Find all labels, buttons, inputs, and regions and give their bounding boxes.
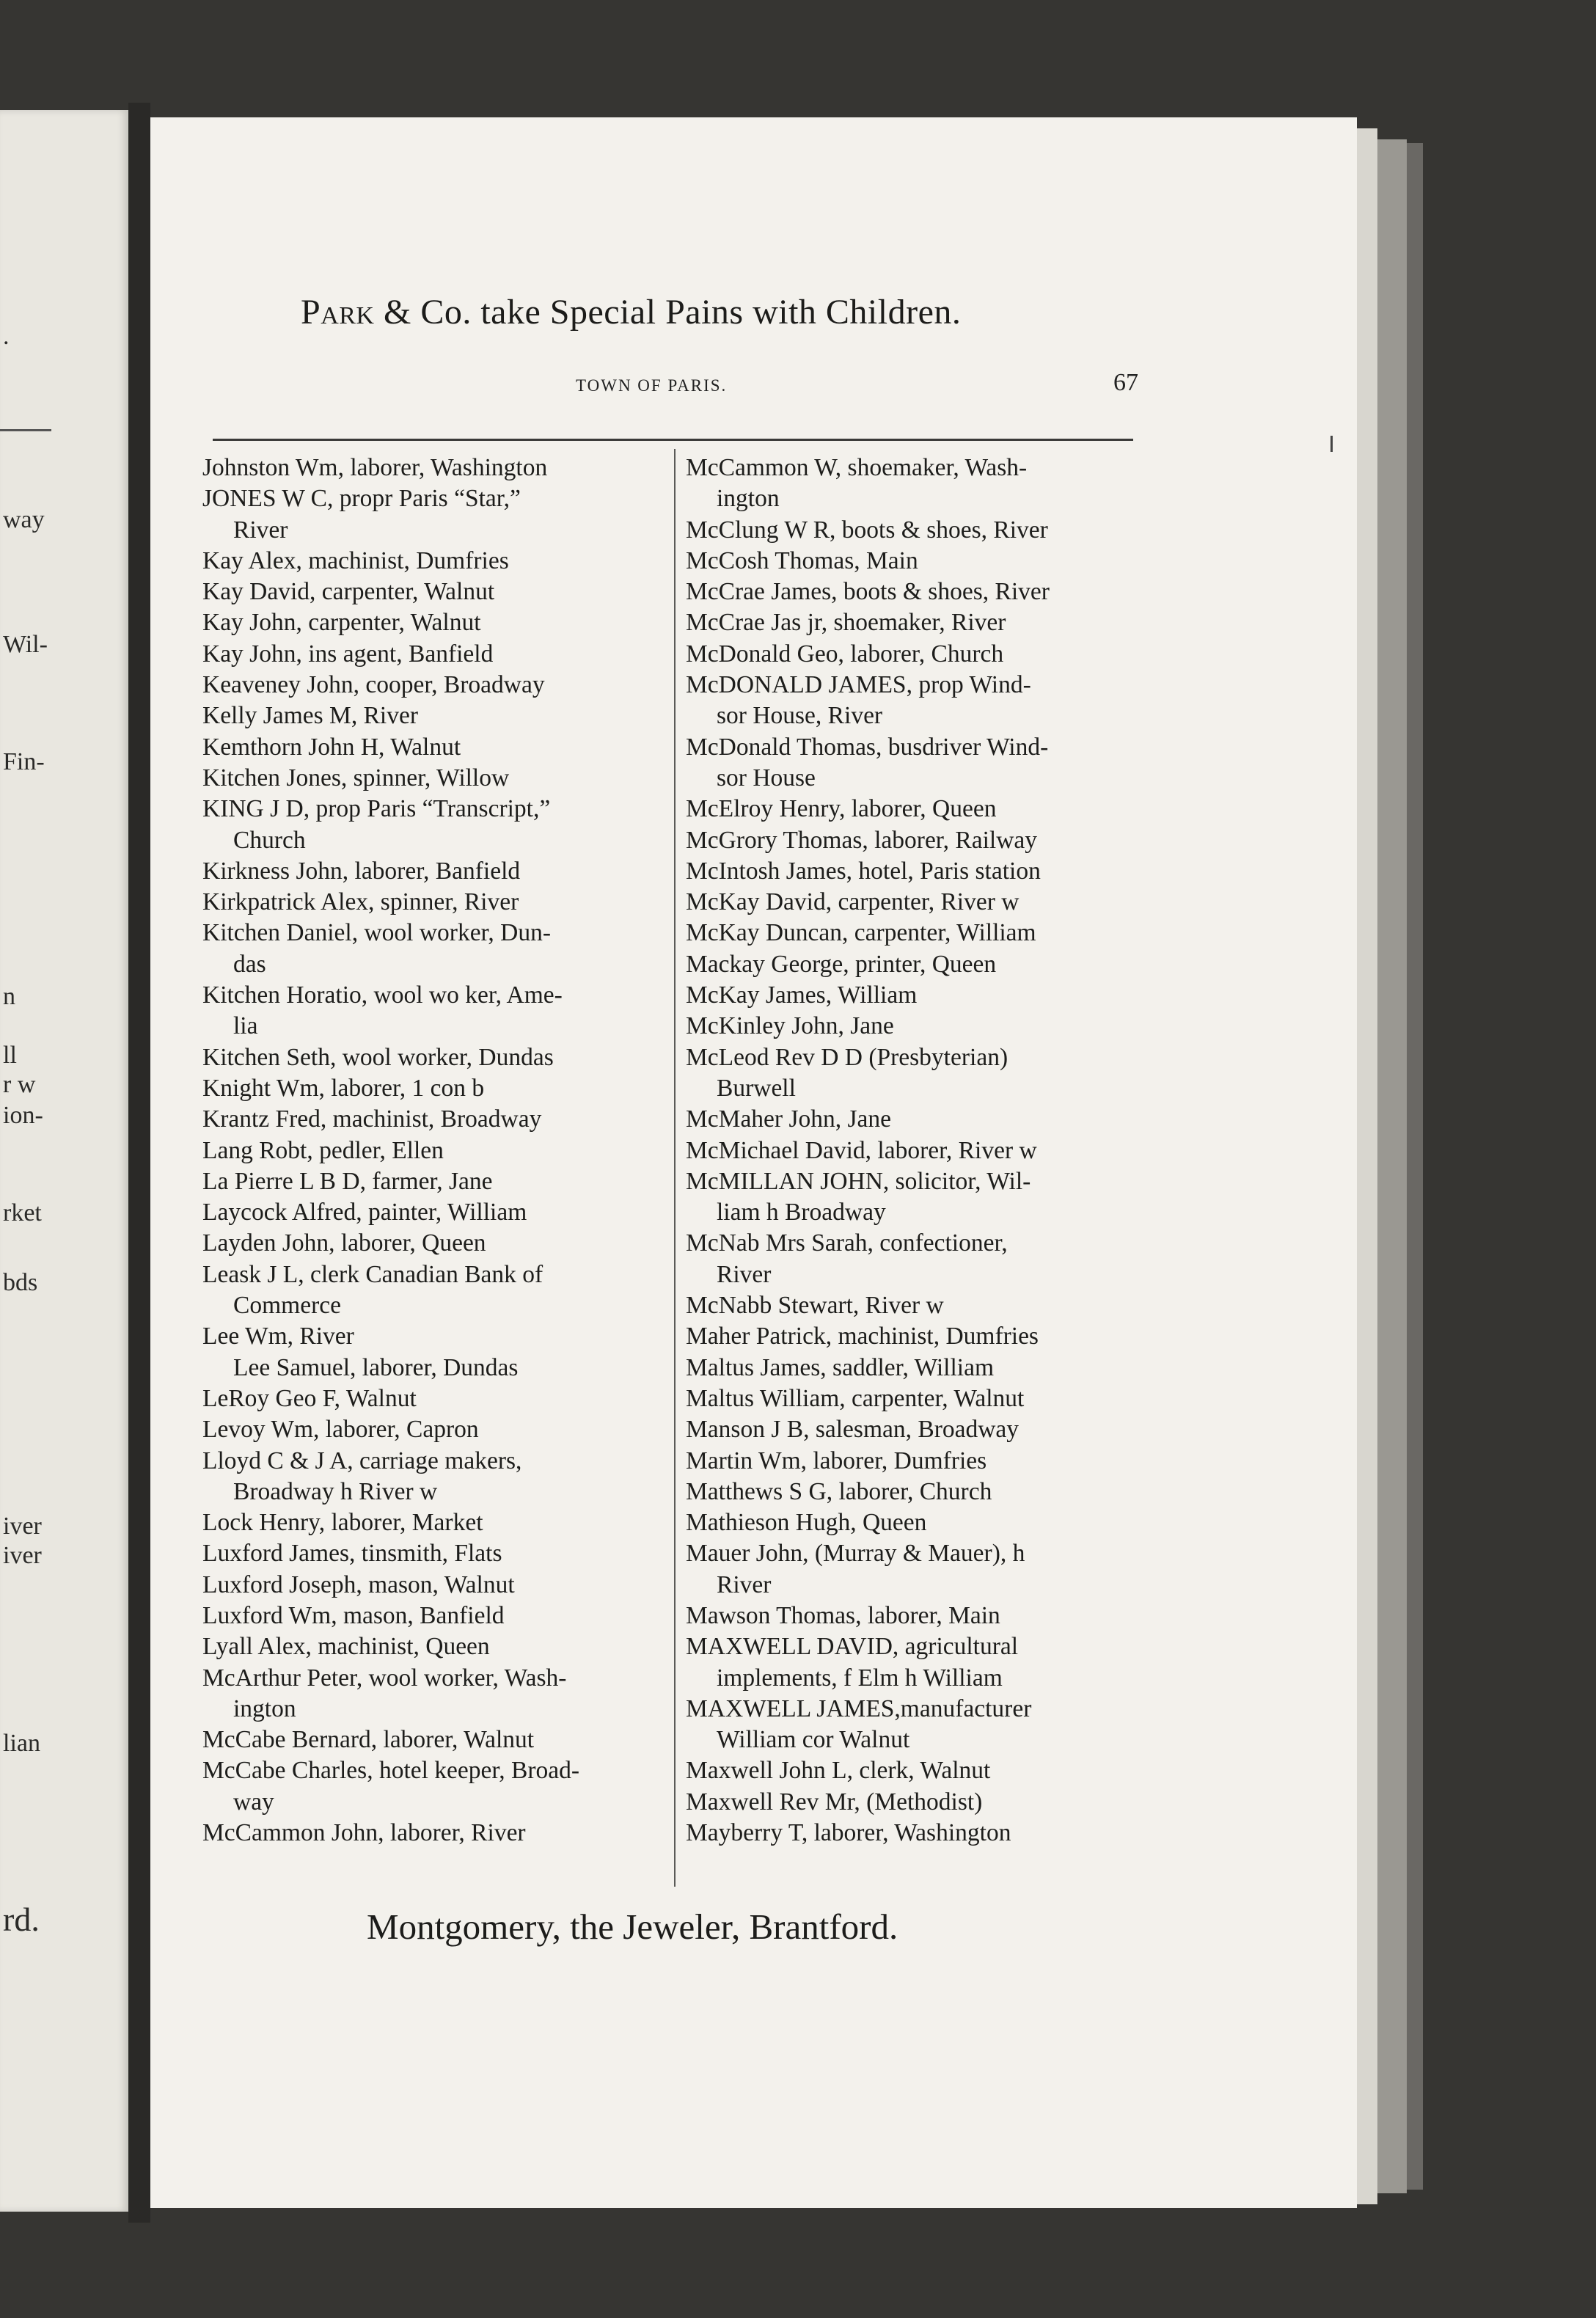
directory-entry: Leask J L, clerk Canadian Bank of — [202, 1260, 543, 1288]
directory-entry: McDonald Geo, laborer, Church — [686, 640, 1004, 668]
directory-entry: Luxford Wm, mason, Banfield — [202, 1601, 505, 1629]
directory-entry: Martin Wm, laborer, Dumfries — [686, 1447, 987, 1474]
prev-page-fragment: iver — [3, 1513, 42, 1540]
directory-entry: McCammon John, laborer, River — [202, 1819, 526, 1847]
header-advertisement — [301, 292, 1064, 332]
entry-continuation: Broadway h River w — [233, 1477, 438, 1505]
directory-entry: McMichael David, laborer, River w — [686, 1136, 1037, 1164]
advertisement-text: & Co. take Special Pains with Children. — [374, 293, 962, 332]
directory-entry: McCrae Jas jr, shoemaker, River — [686, 609, 1006, 637]
directory-entry: KING J D, prop Paris “Transcript,” — [202, 795, 551, 823]
directory-entry: Kitchen Daniel, wool worker, Dun- — [202, 919, 551, 947]
entry-continuation: River — [233, 516, 288, 544]
directory-entry: Kay David, carpenter, Walnut — [202, 578, 495, 606]
page-edge — [1407, 143, 1423, 2190]
advertiser-name: Park — [301, 293, 375, 332]
directory-entry: McGrory Thomas, laborer, Railway — [686, 826, 1038, 854]
entry-continuation: Commerce — [233, 1292, 341, 1320]
directory-entry: McKay David, carpenter, River w — [686, 888, 1020, 916]
directory-entry: Matthews S G, laborer, Church — [686, 1477, 992, 1505]
directory-entry: Mackay George, printer, Queen — [686, 950, 997, 978]
header-rule — [213, 439, 1133, 441]
directory-entry: Kitchen Jones, spinner, Willow — [202, 764, 510, 791]
directory-entry: Mawson Thomas, laborer, Main — [686, 1601, 1000, 1629]
directory-entry: Kitchen Seth, wool worker, Dundas — [202, 1043, 554, 1071]
prev-page-fragment: rket — [3, 1199, 42, 1226]
margin-mark — [1330, 436, 1333, 452]
prev-page-rule — [0, 429, 51, 431]
directory-entry: Luxford James, tinsmith, Flats — [202, 1540, 502, 1568]
prev-page-fragment: way — [3, 506, 45, 533]
entry-continuation: das — [233, 950, 266, 978]
directory-entry: Lloyd C & J A, carriage makers, — [202, 1447, 522, 1474]
directory-entry: Laycock Alfred, painter, William — [202, 1199, 527, 1226]
directory-entry: Maxwell John L, clerk, Walnut — [686, 1757, 991, 1785]
directory-entry: Keaveney John, cooper, Broadway — [202, 671, 545, 699]
directory-entry: Kirkpatrick Alex, spinner, River — [202, 888, 519, 916]
directory-entry: McMaher John, Jane — [686, 1105, 892, 1133]
directory-entry: Mauer John, (Murray & Mauer), h — [686, 1540, 1025, 1568]
directory-entry: Kitchen Horatio, wool wo ker, Ame- — [202, 981, 563, 1009]
directory-entry: Kay Alex, machinist, Dumfries — [202, 546, 509, 574]
page-edge — [1357, 128, 1377, 2204]
left-column — [202, 453, 672, 1849]
directory-entry: Lee Wm, River — [202, 1323, 354, 1350]
footer-advertisement: Montgomery, the Jeweler, Brantford. — [367, 1906, 898, 1947]
directory-entry: Layden John, laborer, Queen — [202, 1229, 486, 1257]
directory-entry: Kelly James M, River — [202, 702, 419, 730]
directory-entry: Mayberry T, laborer, Washington — [686, 1819, 1011, 1847]
prev-page-fragment: r w — [3, 1071, 36, 1098]
entry-continuation: River — [717, 1571, 772, 1598]
directory-entry: Maltus James, saddler, William — [686, 1353, 995, 1381]
directory-entry: Kay John, carpenter, Walnut — [202, 609, 481, 637]
directory-entry: McKay Duncan, carpenter, William — [686, 919, 1036, 947]
directory-entry: McElroy Henry, laborer, Queen — [686, 795, 997, 823]
directory-entry: Johnston Wm, laborer, Washington — [202, 454, 548, 481]
running-head: TOWN OF PARIS. — [576, 376, 728, 395]
directory-entry: Maxwell Rev Mr, (Methodist) — [686, 1788, 983, 1816]
right-column — [686, 453, 1148, 1849]
entry-continuation: ington — [233, 1694, 296, 1722]
directory-entry: Levoy Wm, laborer, Capron — [202, 1416, 479, 1444]
directory-entry: McDONALD JAMES, prop Wind- — [686, 671, 1031, 699]
directory-entry: Lang Robt, pedler, Ellen — [202, 1136, 444, 1164]
entry-continuation: sor House — [717, 764, 816, 791]
directory-entry: JONES W C, propr Paris “Star,” — [202, 485, 521, 513]
directory-entry: McDonald Thomas, busdriver Wind- — [686, 733, 1049, 761]
entry-continuation: implements, f Elm h William — [717, 1664, 1003, 1692]
directory-entry: McCosh Thomas, Main — [686, 546, 918, 574]
directory-entry: McCammon W, shoemaker, Wash- — [686, 454, 1028, 481]
page-number: 67 — [1113, 369, 1138, 396]
directory-entry: McLeod Rev D D (Presbyterian) — [686, 1043, 1009, 1071]
entry-continuation: ington — [717, 485, 780, 513]
directory-entry: Kay John, ins agent, Banfield — [202, 640, 494, 668]
entry-continuation: liam h Broadway — [717, 1199, 886, 1226]
directory-entry: McNabb Stewart, River w — [686, 1292, 944, 1320]
entry-continuation: River — [717, 1260, 772, 1288]
prev-page-fragment: ion- — [3, 1102, 43, 1129]
directory-entry: La Pierre L B D, farmer, Jane — [202, 1167, 493, 1195]
directory-entry: Lock Henry, laborer, Market — [202, 1509, 483, 1537]
prev-page-fragment: ll — [3, 1042, 17, 1069]
directory-entry: Kemthorn John H, Walnut — [202, 733, 461, 761]
directory-entry: LeRoy Geo F, Walnut — [202, 1384, 417, 1412]
prev-page-fragment: lian — [3, 1730, 40, 1757]
prev-page-fragment: Fin- — [3, 748, 45, 775]
directory-entry: McIntosh James, hotel, Paris station — [686, 857, 1041, 885]
directory-entry: Maher Patrick, machinist, Dumfries — [686, 1323, 1039, 1350]
directory-entry: McCabe Charles, hotel keeper, Broad- — [202, 1757, 579, 1785]
prev-page-fragment: bds — [3, 1269, 38, 1296]
entry-continuation: sor House, River — [717, 702, 883, 730]
prev-page-fragment: rd. — [3, 1901, 40, 1938]
prev-page-fragment: iver — [3, 1542, 42, 1569]
directory-entry: McMILLAN JOHN, solicitor, Wil- — [686, 1167, 1031, 1195]
directory-entry: McClung W R, boots & shoes, River — [686, 516, 1048, 544]
directory-entry: McArthur Peter, wool worker, Wash- — [202, 1664, 567, 1692]
directory-entry: Mathieson Hugh, Queen — [686, 1509, 927, 1537]
entry-continuation: William cor Walnut — [717, 1726, 910, 1754]
previous-page-edge — [0, 110, 128, 2212]
directory-entry: McCabe Bernard, laborer, Walnut — [202, 1726, 535, 1754]
directory-entry: Maltus William, carpenter, Walnut — [686, 1384, 1025, 1412]
directory-entry: Knight Wm, laborer, 1 con b — [202, 1074, 485, 1102]
directory-entry: McCrae James, boots & shoes, River — [686, 578, 1050, 606]
prev-page-fragment: Wil- — [3, 631, 48, 658]
directory-entry: McKinley John, Jane — [686, 1012, 894, 1040]
directory-entry: MAXWELL JAMES,manufacturer — [686, 1694, 1032, 1722]
directory-entry: Krantz Fred, machinist, Broadway — [202, 1105, 542, 1133]
directory-entry: Lyall Alex, machinist, Queen — [202, 1633, 490, 1661]
directory-entry: McKay James, William — [686, 981, 918, 1009]
directory-entry: McNab Mrs Sarah, confectioner, — [686, 1229, 1008, 1257]
directory-entry: Manson J B, salesman, Broadway — [686, 1416, 1020, 1444]
entry-continuation: Burwell — [717, 1074, 796, 1102]
entry-continuation: Lee Samuel, laborer, Dundas — [233, 1353, 519, 1381]
entry-continuation: Church — [233, 826, 306, 854]
prev-page-fragment: n — [3, 983, 15, 1010]
entry-continuation: lia — [233, 1012, 258, 1040]
directory-entry: MAXWELL DAVID, agricultural — [686, 1633, 1019, 1661]
column-divider — [674, 449, 676, 1887]
prev-page-fragment: . — [3, 323, 10, 350]
entry-continuation: way — [233, 1788, 274, 1816]
directory-entry: Luxford Joseph, mason, Walnut — [202, 1571, 515, 1598]
directory-entry: Kirkness John, laborer, Banfield — [202, 857, 521, 885]
book-gutter — [128, 103, 150, 2223]
page-edge — [1377, 139, 1407, 2193]
